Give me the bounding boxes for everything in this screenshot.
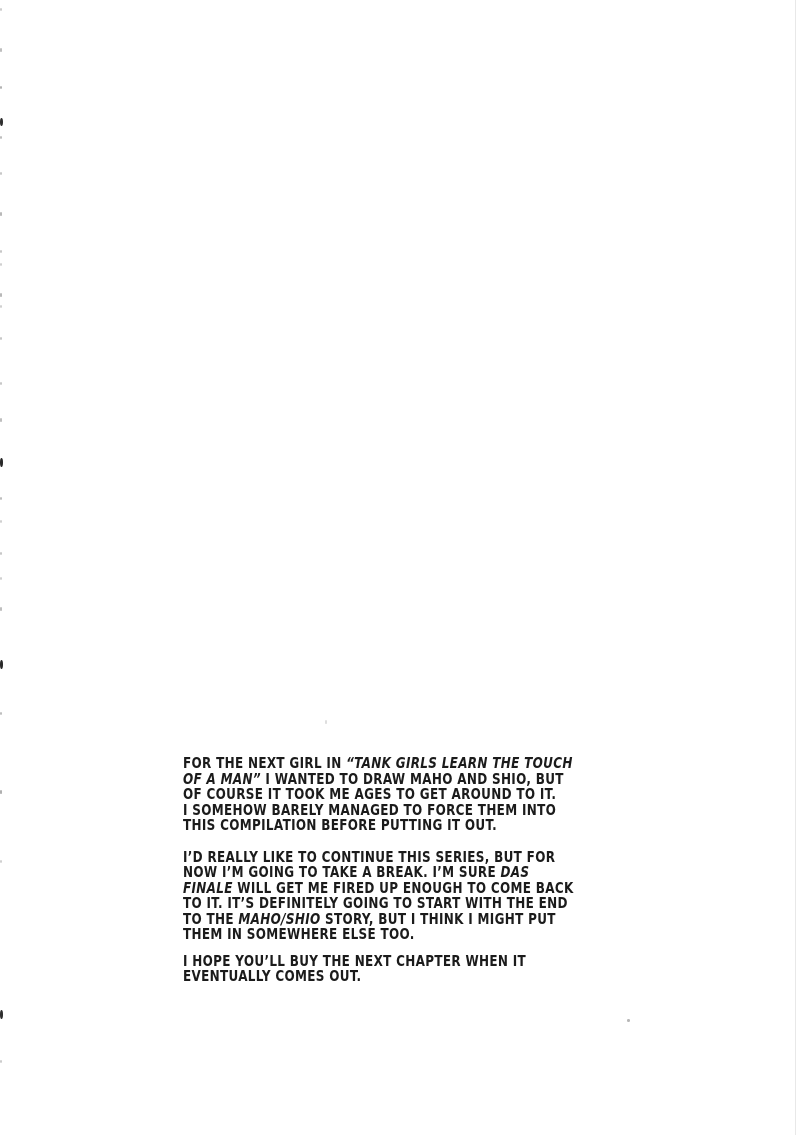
scan-speck: [0, 660, 3, 669]
scan-speck: [0, 263, 2, 266]
scan-speck: [0, 497, 2, 500]
text-line: FOR THE NEXT GIRL IN “TANK GIRLS LEARN THE TOUCH: [183, 754, 573, 772]
text-line: OF COURSE IT TOOK ME AGES TO GET AROUND TO IT.: [183, 785, 557, 803]
text-line: I’D REALLY LIKE TO CONTINUE THIS SERIES, BUT FOR: [183, 847, 556, 866]
scan-speck: [0, 305, 2, 308]
scan-speck: [0, 8, 2, 11]
scan-speck: [0, 86, 2, 89]
scan-speck: [325, 720, 327, 724]
scan-edge-line: [795, 0, 796, 1135]
scan-speck: [0, 293, 2, 297]
afterword-paragraph-1: [183, 756, 591, 834]
scan-speck: [0, 212, 2, 216]
scan-speck: [0, 790, 2, 794]
afterword-text-block: [183, 756, 591, 985]
text-line: EVENTUALLY COMES OUT.: [183, 967, 362, 985]
afterword-paragraph-2: [183, 847, 591, 943]
text-line: TO IT. IT’S DEFINITELY GOING TO START WITH THE END: [183, 894, 568, 912]
scan-speck: [0, 337, 2, 340]
text-line: OF A MAN” I WANTED TO DRAW MAHO AND SHIO, BUT: [183, 769, 564, 788]
scan-speck: [0, 48, 2, 52]
scan-speck: [0, 520, 2, 523]
scan-speck: [0, 607, 2, 611]
text-line: TO THE MAHO/SHIO STORY, BUT I THINK I MIGHT PUT: [183, 909, 556, 928]
scan-speck: [0, 418, 2, 422]
scan-speck: [0, 1060, 2, 1063]
scan-speck: [0, 712, 2, 715]
scan-speck: [0, 250, 2, 253]
scan-speck: [0, 577, 2, 580]
scan-speck: [0, 552, 2, 555]
scan-speck: [0, 458, 3, 467]
text-line: NOW I’M GOING TO TAKE A BREAK. I’M SURE DAS: [183, 863, 530, 881]
text-line: I HOPE YOU’LL BUY THE NEXT CHAPTER WHEN IT: [183, 951, 527, 970]
text-line: FINALE WILL GET ME FIRED UP ENOUGH TO COME BACK: [183, 878, 574, 897]
scan-speck: [0, 118, 3, 126]
text-line: THIS COMPILATION BEFORE PUTTING IT OUT.: [183, 816, 498, 834]
scan-speck: [0, 136, 2, 139]
text-line: I SOMEHOW BARELY MANAGED TO FORCE THEM INTO: [183, 800, 557, 819]
scan-speck: [0, 860, 2, 863]
afterword-paragraph-3: [183, 951, 591, 985]
scan-speck: [0, 382, 2, 385]
scan-speck: [0, 1010, 3, 1019]
scan-speck: [0, 172, 2, 175]
scan-speck: [627, 1019, 630, 1022]
text-line: THEM IN SOMEWHERE ELSE TOO.: [183, 925, 415, 943]
